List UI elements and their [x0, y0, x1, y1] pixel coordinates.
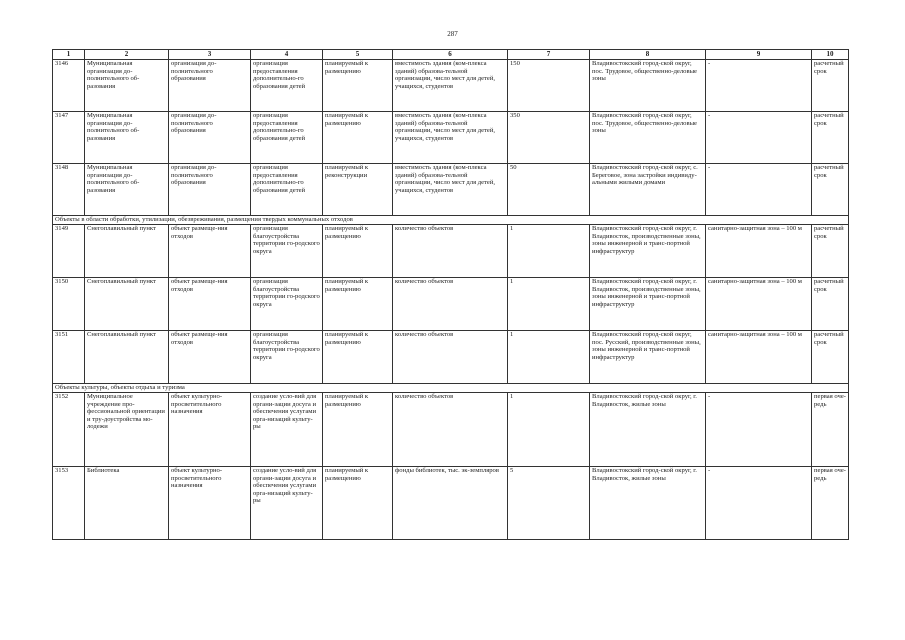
table-cell: планируемый к реконструкции [323, 164, 393, 216]
column-number: 3 [169, 50, 251, 60]
table-cell: 3152 [53, 393, 85, 467]
column-number: 5 [323, 50, 393, 60]
table-cell: создание усло-вий для органи-зации досуга и обеспечения услугами орга-низаций культу-ры [251, 393, 323, 467]
table-cell: 1 [508, 225, 590, 278]
table-cell: расчетный срок [812, 164, 849, 216]
table-cell: планируемый к размещению [323, 225, 393, 278]
table-cell: Владивостокский город-ской округ, с. Береговое, зона застройки индивиду-альными жилыми домами [590, 164, 706, 216]
column-number: 4 [251, 50, 323, 60]
table-cell: 50 [508, 164, 590, 216]
table-cell: планируемый к размещению [323, 60, 393, 112]
table-cell: организация предоставления дополнительно-го образования детей [251, 164, 323, 216]
table-cell: 1 [508, 393, 590, 467]
table-row [53, 393, 849, 467]
table-cell: организация до-полнительного образования [169, 112, 251, 164]
table-cell: объект размеще-ния отходов [169, 331, 251, 384]
table-cell: расчетный срок [812, 60, 849, 112]
column-number: 9 [706, 50, 812, 60]
table-cell: 1 [508, 278, 590, 331]
table-cell: объект культурно-просветительного назначения [169, 393, 251, 467]
table-cell: Муниципальная организация до-полнительного об-разования [85, 112, 169, 164]
column-number: 2 [85, 50, 169, 60]
column-number: 8 [590, 50, 706, 60]
table-cell: первая оче-редь [812, 393, 849, 467]
section-header-row [53, 216, 849, 225]
table-cell: 3148 [53, 164, 85, 216]
table-cell: 1 [508, 331, 590, 384]
table-cell: Муниципальная организация до-полнительного об-разования [85, 60, 169, 112]
table-cell: организация до-полнительного образования [169, 60, 251, 112]
table-row [53, 225, 849, 278]
table-cell: санитарно-защитная зона – 100 м [706, 331, 812, 384]
table-cell: количество объектов [393, 393, 508, 467]
table-cell: 350 [508, 112, 590, 164]
table-cell: расчетный срок [812, 225, 849, 278]
table-cell: Владивостокский город-ской округ, пос. Трудовое, общественно-деловые зоны [590, 60, 706, 112]
column-number: 10 [812, 50, 849, 60]
column-number: 7 [508, 50, 590, 60]
table-cell: организация благоустройства территории го-родского округа [251, 225, 323, 278]
table-cell: 3149 [53, 225, 85, 278]
table-cell: планируемый к размещению [323, 467, 393, 540]
table-cell: организация благоустройства территории го-родского округа [251, 331, 323, 384]
table-cell: планируемый к размещению [323, 393, 393, 467]
table-cell: Владивостокский город-ской округ, г. Владивосток, жилые зоны [590, 393, 706, 467]
table-cell: расчетный срок [812, 112, 849, 164]
table-cell: 3150 [53, 278, 85, 331]
table-row [53, 278, 849, 331]
column-number: 6 [393, 50, 508, 60]
table-cell: организация до-полнительного образования [169, 164, 251, 216]
table-cell: Снегоплавильный пункт [85, 278, 169, 331]
table-row [53, 60, 849, 112]
table-cell: Снегоплавильный пункт [85, 225, 169, 278]
table-cell: количество объектов [393, 278, 508, 331]
table-cell: Владивостокский город-ской округ, пос. Трудовое, общественно-деловые зоны [590, 112, 706, 164]
table-cell: - [706, 60, 812, 112]
column-number: 1 [53, 50, 85, 60]
table-cell: санитарно-защитная зона – 100 м [706, 278, 812, 331]
table-cell: - [706, 112, 812, 164]
table-cell: организация предоставления дополнительно-го образования детей [251, 60, 323, 112]
table-cell: Владивостокский город-ской округ, г. Владивосток, производственные зоны, зоны инженерной и транс-портной инфраструктур [590, 278, 706, 331]
table-row [53, 164, 849, 216]
table-cell: планируемый к размещению [323, 278, 393, 331]
table-row [53, 112, 849, 164]
table-cell: 3147 [53, 112, 85, 164]
table-cell: Владивостокский город-ской округ, пос. Русский, производственные зоны, зоны инженерной и транс-портной инфраструктур [590, 331, 706, 384]
table-cell: санитарно-защитная зона – 100 м [706, 225, 812, 278]
table-cell: организация предоставления дополнительно-го образования детей [251, 112, 323, 164]
table-cell: вместимость здания (ком-плекса зданий) образова-тельной организации, число мест для детей, учащихся, студентов [393, 164, 508, 216]
table-cell: вместимость здания (ком-плекса зданий) образова-тельной организации, число мест для детей, учащихся, студентов [393, 60, 508, 112]
table-cell: Библиотека [85, 467, 169, 540]
table-cell: Владивостокский город-ской округ, г. Владивосток, производственные зоны, зоны инженерной и транс-портной инфраструктур [590, 225, 706, 278]
section-title: Объекты в области обработки, утилизации, обезвреживания, размещения твердых коммунальных отходов [53, 216, 849, 225]
table-cell: объект размеще-ния отходов [169, 225, 251, 278]
table-cell: первая оче-редь [812, 467, 849, 540]
table-cell: объект культурно-просветительного назначения [169, 467, 251, 540]
column-number-row [53, 50, 849, 60]
section-title: Объекты культуры, объекты отдыха и туризма [53, 384, 849, 393]
table-cell: количество объектов [393, 225, 508, 278]
registry-table [52, 49, 849, 540]
table-cell: вместимость здания (ком-плекса зданий) образова-тельной организации, число мест для детей, учащихся, студентов [393, 112, 508, 164]
table-cell: - [706, 467, 812, 540]
table-cell: Муниципальное учреждение про-фессиональной ориентации и тру-доустройства мо-лодежи [85, 393, 169, 467]
table-cell: - [706, 164, 812, 216]
table-cell: 150 [508, 60, 590, 112]
table-cell: расчетный срок [812, 331, 849, 384]
page-number: 287 [447, 30, 458, 38]
table-row [53, 467, 849, 540]
table-cell: объект размеще-ния отходов [169, 278, 251, 331]
table-cell: Снегоплавильный пункт [85, 331, 169, 384]
table-cell: Муниципальная организация до-полнительного об-разования [85, 164, 169, 216]
table-cell: организация благоустройства территории го-родского округа [251, 278, 323, 331]
section-header-row [53, 384, 849, 393]
table-cell: 5 [508, 467, 590, 540]
table-cell: 3146 [53, 60, 85, 112]
table-cell: 3153 [53, 467, 85, 540]
table-cell: планируемый к размещению [323, 331, 393, 384]
table-cell: количество объектов [393, 331, 508, 384]
table-cell: 3151 [53, 331, 85, 384]
table-cell: планируемый к размещению [323, 112, 393, 164]
table-cell: фонды библиотек, тыс. эк-земпляров [393, 467, 508, 540]
table-row [53, 331, 849, 384]
table-cell: Владивостокский город-ской округ, г. Владивосток, жилые зоны [590, 467, 706, 540]
table-cell: расчетный срок [812, 278, 849, 331]
table-cell: - [706, 393, 812, 467]
table-cell: создание усло-вий для органи-зации досуга и обеспечения услугами орга-низаций культу-ры [251, 467, 323, 540]
